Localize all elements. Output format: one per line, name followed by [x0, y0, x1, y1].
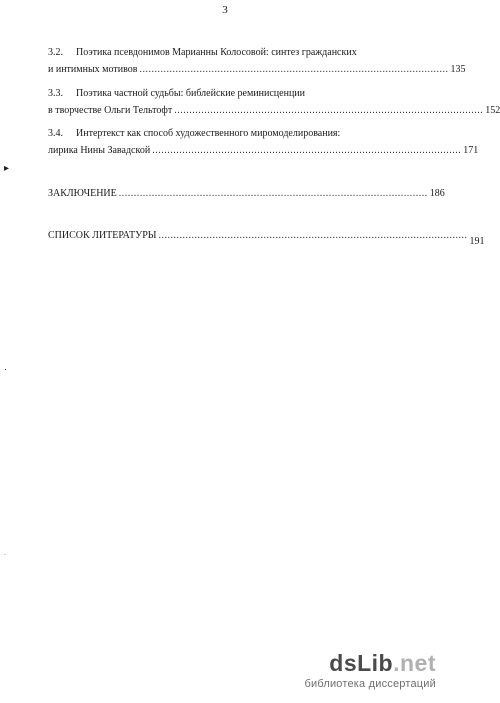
- dslib-watermark: [304, 652, 436, 690]
- dot-leader: .......................................................................................................: [174, 105, 484, 116]
- margin-mark: ▸: [4, 163, 10, 174]
- toc-entry-title: 3.3. Поэтика частной судьбы: библейские реминисценции: [48, 88, 305, 99]
- toc-conclusion[interactable]: [48, 188, 445, 199]
- toc-heading-page: 186: [429, 188, 445, 199]
- toc-entry-3-4[interactable]: [48, 128, 479, 156]
- dot-leader: .......................................................................................................: [118, 188, 428, 199]
- toc-entry-subtitle: лирика Нины Завадской: [48, 145, 151, 156]
- toc-heading-label: ЗАКЛЮЧЕНИЕ: [48, 188, 117, 199]
- toc-entry-number: 3.2.: [48, 47, 63, 58]
- toc-heading-page: 191: [469, 236, 485, 247]
- dot-leader: .......................................................................................................: [139, 64, 449, 75]
- dot-leader: .......................................................................................................: [158, 230, 468, 241]
- toc-entry-continuation: [48, 105, 500, 116]
- toc-entry-number: 3.3.: [48, 88, 63, 99]
- toc-entry-title: 3.2. Поэтика псевдонимов Марианны Колосовой: синтез гражданских: [48, 47, 357, 58]
- toc-entry-3-2[interactable]: [48, 47, 466, 75]
- toc-bibliography[interactable]: [48, 230, 485, 247]
- margin-mark: ․: [4, 362, 8, 372]
- toc-entry-continuation: [48, 145, 479, 156]
- watermark-logo: dsLib.net: [329, 650, 436, 676]
- margin-mark: .: [4, 548, 6, 557]
- toc-entry-number: 3.4.: [48, 128, 63, 139]
- dot-leader: .......................................................................................................: [152, 145, 462, 156]
- toc-entry-page: 152: [485, 105, 500, 116]
- toc-entry-continuation: [48, 64, 466, 75]
- toc-entry-subtitle: и интимных мотивов: [48, 64, 138, 75]
- toc-entry-3-3[interactable]: [48, 88, 500, 116]
- toc-entry-subtitle: в творчестве Ольги Тельтофт: [48, 105, 173, 116]
- page-number: 3: [222, 4, 228, 16]
- toc-heading-label: СПИСОК ЛИТЕРАТУРЫ: [48, 230, 157, 241]
- watermark-subtitle: библиотека диссертаций: [304, 678, 436, 690]
- toc-entry-page: 171: [463, 145, 479, 156]
- toc-entry-page: 135: [450, 64, 466, 75]
- toc-entry-title: 3.4. Интертекст как способ художественного миромоделирования:: [48, 128, 341, 139]
